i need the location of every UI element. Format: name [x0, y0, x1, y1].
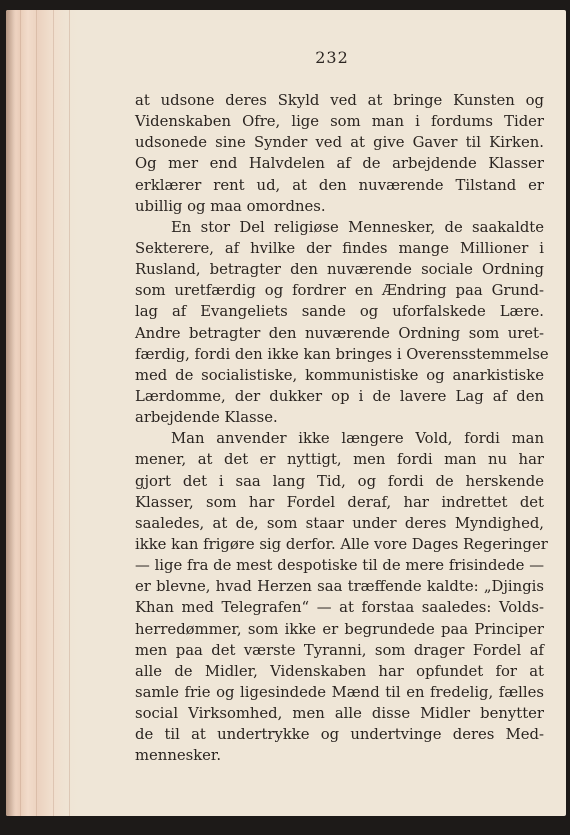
- text-line: social Virksomhed, men alle disse Midler benytter: [135, 705, 544, 723]
- text-line: er blevne, hvad Herzen saa træffende kaldte: „Djingis: [135, 578, 544, 596]
- body-text: [135, 90, 549, 767]
- text-line: samle frie og ligesindede Mænd til en fredelig, fælles: [135, 683, 544, 701]
- text-line: mener, at det er nyttigt, men fordi man nu har: [135, 451, 544, 469]
- text-line: — lige fra de mest despotiske til de mere frisindede —: [135, 557, 544, 575]
- text-line: herredømmer, som ikke er begrundede paa Principer: [135, 620, 544, 638]
- text-line: Rusland, betragter den nuværende sociale Ordning: [135, 261, 544, 279]
- spine-crease: [20, 10, 21, 816]
- book-spine-edge: [6, 10, 78, 816]
- text-line: Man anvender ikke længere Vold, fordi man: [171, 430, 544, 448]
- text-line: gjort det i saa lang Tid, og fordi de herskende: [135, 472, 544, 490]
- text-line: som uretfærdig og fordrer en Ændring paa Grund-: [135, 282, 544, 300]
- text-line: Khan med Telegrafen“ — at forstaa saaledes: Volds-: [135, 599, 544, 617]
- text-line: men paa det værste Tyranni, som drager Fordel af: [135, 641, 544, 659]
- text-line: saaledes, at de, som staar under deres Myndighed,: [135, 514, 544, 532]
- spine-crease: [53, 10, 54, 816]
- text-line: En stor Del religiøse Mennesker, de saakaldte: [171, 218, 544, 236]
- text-line: Og mer end Halvdelen af de arbejdende Klasser: [135, 155, 544, 173]
- text-line: Lærdomme, der dukker op i de lavere Lag af den: [135, 387, 544, 405]
- text-line: med de socialistiske, kommunistiske og anarkistiske: [135, 366, 544, 384]
- text-line: ubillig og maa omordnes.: [135, 197, 326, 215]
- text-line: færdig, fordi den ikke kan bringes i Overensstemmelse: [135, 345, 549, 363]
- text-line: at udsone deres Skyld ved at bringe Kunsten og: [135, 92, 544, 109]
- spine-crease: [36, 10, 37, 816]
- gutter-shadow: [6, 10, 16, 816]
- text-line: mennesker.: [135, 747, 222, 765]
- text-line: udsonede sine Synder ved at give Gaver til Kirken.: [135, 134, 544, 152]
- paper-page: [6, 10, 566, 816]
- text-line: arbejdende Klasse.: [135, 409, 278, 427]
- text-line: alle de Midler, Videnskaben har opfundet for at: [135, 662, 544, 680]
- text-line: ikke kan frigøre sig derfor. Alle vore Dages Regeringer: [135, 535, 548, 553]
- text-line: Klasser, som har Fordel deraf, har indrettet det: [135, 493, 544, 511]
- text-line: Andre betragter den nuværende Ordning som uret-: [135, 324, 544, 342]
- text-line: lag af Evangeliets sande og uforfalskede Lære.: [135, 303, 544, 321]
- text-line: Sekterere, af hvilke der findes mange Millioner i: [135, 239, 544, 257]
- text-line: de til at undertrykke og undertvinge deres Med-: [135, 726, 544, 744]
- text-line: Videnskaben Ofre, lige som man i fordums Tider: [135, 113, 544, 131]
- spine-crease: [69, 10, 70, 816]
- text-line: erklærer rent ud, at den nuværende Tilstand er: [135, 176, 544, 194]
- page-number: 232: [315, 48, 349, 67]
